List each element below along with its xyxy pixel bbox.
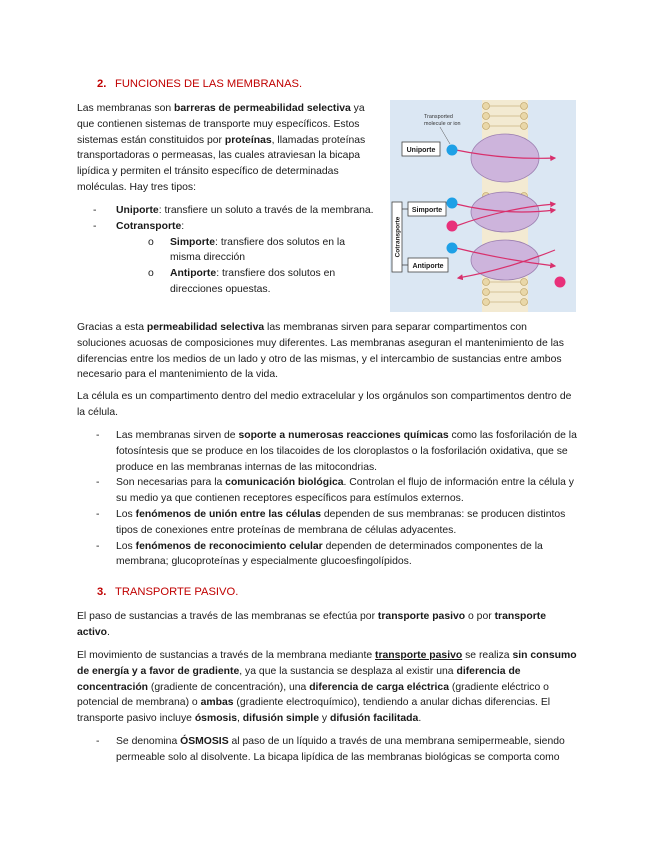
- text-run: , llamadas proteínas transportadoras o permeasas, las cuales atraviesan la bicapa lipídica y permiten el tránsito específico de determinadas moléculas. Hay tres tipos:: [77, 134, 366, 193]
- section-number: 2.: [97, 78, 107, 90]
- bold-run: Antiporte: [170, 268, 217, 280]
- list-item: [77, 507, 577, 539]
- passive-transport-paragraph: [77, 648, 577, 727]
- text-run: El paso de sustancias a través de las membranas se efectúa por: [77, 611, 378, 622]
- intro-paragraph: [77, 101, 373, 196]
- blue-molecule: [447, 243, 458, 254]
- transport-paragraph: [77, 609, 577, 641]
- text-run: Gracias a esta: [77, 322, 147, 333]
- text-run: dependen de determinados componentes de la membrana; glucoproteínas y especialmente glucoesfingolípidos.: [116, 540, 543, 568]
- text-run: Son necesarias para la: [116, 477, 226, 489]
- section-heading-funciones: [97, 77, 302, 93]
- section-heading-transporte-pasivo: [97, 585, 238, 601]
- bold-run: Uniporte: [116, 205, 159, 216]
- text-run: ,: [236, 713, 243, 725]
- cotransporte-sublist: [116, 235, 377, 298]
- text-run: Las membranas sirven de: [116, 430, 239, 441]
- text-run: Los: [116, 540, 136, 552]
- figure-label-cotransporte: Cotransporte: [394, 216, 402, 258]
- compartment-paragraph: La célula es un compartimento dentro del medio extracelular y los orgánulos son compartimentos dentro de la célula.: [77, 391, 572, 418]
- figure-label-uniporte: Uniporte: [406, 147, 436, 154]
- text-run: ya que contienen sistemas de transporte muy específicos. Estos sistemas están constituidos por: [77, 103, 365, 146]
- text-run: :: [181, 220, 185, 232]
- bold-run: diferencia de concentración: [77, 665, 521, 693]
- bold-run: transporte pasivo: [377, 611, 466, 622]
- text-run: : transfiere dos solutos en la misma dirección: [170, 236, 346, 264]
- osmosis-list: [77, 734, 577, 766]
- bold-run: difusión simple: [242, 713, 319, 725]
- text-run: Las membranas son: [77, 103, 175, 114]
- section-number: 3.: [97, 586, 107, 598]
- text-run: (gradiente de concentración), una: [148, 681, 310, 693]
- bold-run: fenómenos de reconocimiento celular: [135, 540, 323, 552]
- text-run: se realiza: [462, 650, 513, 661]
- bold-run: fenómenos de unión entre las células: [135, 508, 321, 520]
- text-run: Se denomina: [116, 736, 181, 747]
- permeability-paragraph: [77, 320, 577, 383]
- bold-run: difusión facilitada: [329, 713, 419, 725]
- text-run: al paso de un líquido a través de una membrana semipermeable, siendo permeable solo al disolvente. La bicapa lipídica de las membranas biológicas se comporta como: [116, 736, 565, 763]
- list-item-cotransporte: [77, 219, 377, 298]
- bold-run: comunicación biológica: [225, 477, 344, 489]
- text-run: Los: [116, 508, 136, 520]
- text-run: como las fosforilación de la fotosíntesis que se produce en los tilacoides de los cloroplastos o la fosforilación oxidativa, que se produce en las membranas internas de las mitocondrias.: [116, 430, 577, 473]
- sublist-item-antiporte: [132, 266, 377, 298]
- text-run: : transfiere un soluto a través de la membrana.: [158, 205, 374, 216]
- membrane-functions-list: [77, 428, 577, 570]
- membrane-transport-figure: [390, 100, 576, 312]
- text-run: .: [418, 713, 422, 725]
- figure-label-simporte: Simporte: [411, 207, 443, 214]
- text-run: dependen de sus membranas: se producen distintos tipos de conexiones entre proteínas de membrana de células adyacentes.: [116, 508, 566, 536]
- figure-label-antiporte: Antiporte: [412, 263, 444, 270]
- text-run: (gradiente eléctrico o potencial de membrana) o: [77, 681, 549, 709]
- bold-run: diferencia de carga eléctrica: [309, 681, 449, 693]
- bold-run: Simporte: [170, 236, 216, 248]
- pink-molecule: [447, 221, 458, 232]
- list-item-uniporte: [77, 203, 377, 219]
- figure-label-molecule: molecule or ion: [424, 121, 461, 127]
- bold-run: ósmosis: [194, 713, 237, 725]
- text-run: las membranas sirven para separar compartimentos con soluciones acuosas de composiciones muy diferentes. Las membranas aseguran el mantenimiento de las diferencias entre los medios de un lado y otro de las mismas, y el intercambio de sustancias entre ambos necesario para el mantenimiento de la vida.: [77, 322, 564, 381]
- text-run: , ya que la sustancia se desplaza al existir una: [239, 665, 457, 677]
- blue-molecule: [447, 198, 458, 209]
- sublist-item-simporte: [132, 235, 377, 267]
- bold-run: sin consumo de energía y a favor de gradiente: [77, 650, 577, 677]
- list-item: [77, 734, 577, 766]
- list-item: [77, 475, 577, 507]
- list-item: [77, 428, 577, 475]
- text-run: y: [318, 713, 330, 725]
- bold-run: proteínas: [224, 134, 272, 146]
- section-title: TRANSPORTE PASIVO.: [115, 586, 239, 598]
- underlined-run: transporte pasivo: [375, 650, 463, 661]
- bold-run: barreras de permeabilidad selectiva: [174, 103, 351, 114]
- text-run: . Controlan el flujo de información entre la célula y su medio ya que contienen receptores específicos para estímulos externos.: [116, 477, 574, 505]
- text-run: .: [107, 626, 110, 638]
- bold-run: transporte activo: [77, 611, 546, 638]
- bold-run: permeabilidad selectiva: [146, 322, 265, 333]
- bold-run: soporte a numerosas reacciones químicas: [238, 430, 449, 441]
- text-run: : transfiere dos solutos en direcciones opuestas.: [170, 268, 336, 295]
- figure-label-transported: Transported: [424, 114, 453, 120]
- transport-types-list: [77, 203, 377, 298]
- list-item: [77, 539, 577, 571]
- bold-run: Cotransporte: [116, 220, 182, 232]
- text-run: (gradiente electroquímico), tendiendo a anular dichas diferencias. El transporte pasivo incluye: [77, 697, 551, 725]
- text-run: El movimiento de sustancias a través de la membrana mediante: [77, 650, 376, 661]
- blue-molecule: [447, 145, 458, 156]
- bold-run: ambas: [200, 697, 234, 709]
- bold-run: ÓSMOSIS: [180, 736, 229, 747]
- section-title: FUNCIONES DE LAS MEMBRANAS.: [115, 78, 303, 90]
- text-run: o por: [465, 611, 495, 622]
- pink-molecule: [555, 277, 566, 288]
